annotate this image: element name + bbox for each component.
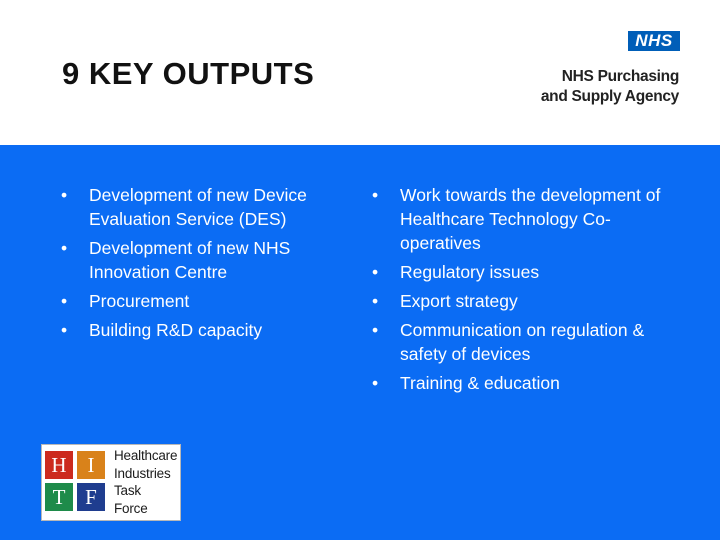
nhs-logo-badge: NHS	[628, 31, 680, 51]
hitf-logo-letter-h: H	[45, 451, 73, 479]
left-bullet-list	[61, 183, 351, 347]
agency-name-line-2: and Supply Agency	[540, 88, 679, 105]
list-item: • Development of new NHS Innovation Centre	[61, 236, 351, 284]
slide-header	[0, 0, 720, 145]
hitf-logo-letter-i: I	[77, 451, 105, 479]
list-item: • Training & education	[372, 371, 672, 395]
hitf-logo-text-line: Task	[114, 483, 141, 498]
list-item: • Procurement	[61, 289, 351, 313]
list-item: • Export strategy	[372, 289, 672, 313]
hitf-logo-letter-f: F	[77, 483, 105, 511]
hitf-logo-text-line: Industries	[114, 465, 171, 481]
list-item: • Regulatory issues	[372, 260, 672, 284]
hitf-logo-text	[114, 447, 177, 517]
hitf-logo-text-line: Force	[114, 500, 148, 516]
slide-title: 9 KEY OUTPUTS	[62, 56, 315, 91]
hitf-logo	[41, 444, 181, 521]
agency-name	[541, 67, 679, 107]
list-item: • Development of new Device Evaluation Service (DES)	[61, 183, 351, 231]
list-item: • Building R&D capacity	[61, 318, 351, 342]
right-bullet-list	[372, 183, 672, 400]
hitf-logo-letter-t: T	[45, 483, 73, 511]
list-item: • Communication on regulation & safety of devices	[372, 318, 672, 366]
agency-name-line-1: NHS Purchasing	[561, 68, 679, 85]
hitf-logo-text-line: Healthcare	[114, 448, 178, 463]
list-item: • Work towards the development of Healthcare Technology Co-operatives	[372, 183, 672, 255]
